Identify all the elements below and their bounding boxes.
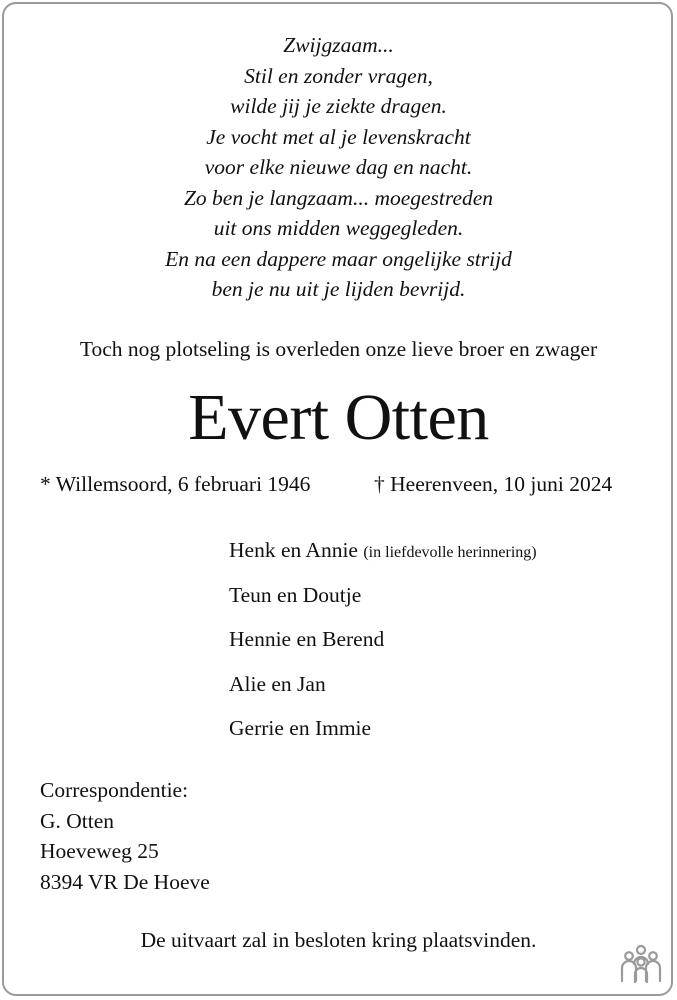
funeral-note: De uitvaart zal in besloten kring plaatsvinden. [140,928,537,952]
poem-line: uit ons midden weggegleden. [213,216,464,240]
family-member-names: Alie en Jan [229,671,326,696]
correspondence-block [40,775,210,897]
poem-line: wilde jij je ziekte dragen. [230,94,447,118]
poem-line: Zo ben je langzaam... moegestreden [183,185,494,210]
deceased-name: Evert Otten [188,381,489,454]
poem-line: Stil en zonder vragen, [244,63,433,88]
family-member [229,670,537,715]
family-member [229,536,537,581]
birth-info: * Willemsoord, 6 februari 1946 [40,472,311,496]
correspondence-heading: Correspondentie: [40,778,189,802]
family-member [229,581,537,626]
family-member-note: (in liefdevolle herinnering) [363,544,537,561]
correspondence-line: 8394 VR De Hoeve [40,869,210,894]
death-info: † Heerenveen, 10 juni 2024 [374,472,613,496]
family-list [229,536,537,759]
poem-line: En na een dappere maar ongelijke strijd [165,246,512,271]
family-member [229,625,537,670]
poem-line: voor elke nieuwe dag en nacht. [204,155,473,179]
poem-line: ben je nu uit je lijden bevrijd. [211,277,466,301]
family-member-names: Henk en Annie [229,538,358,562]
poem-line: Zwijgzaam... [283,33,394,57]
correspondence-line: Hoeveweg 25 [40,839,159,863]
poem-line: Je vocht met al je levenskracht [206,124,471,149]
family-member [229,714,537,759]
family-member-names: Hennie en Berend [229,627,385,651]
announcement-text: Toch nog plotseling is overleden onze lieve broer en zwager [79,337,598,361]
family-member-names: Gerrie en Immie [229,716,372,740]
correspondence-line: G. Otten [40,808,115,833]
people-group-icon [617,944,665,984]
family-member-names: Teun en Doutje [229,582,362,607]
poem [0,30,677,305]
